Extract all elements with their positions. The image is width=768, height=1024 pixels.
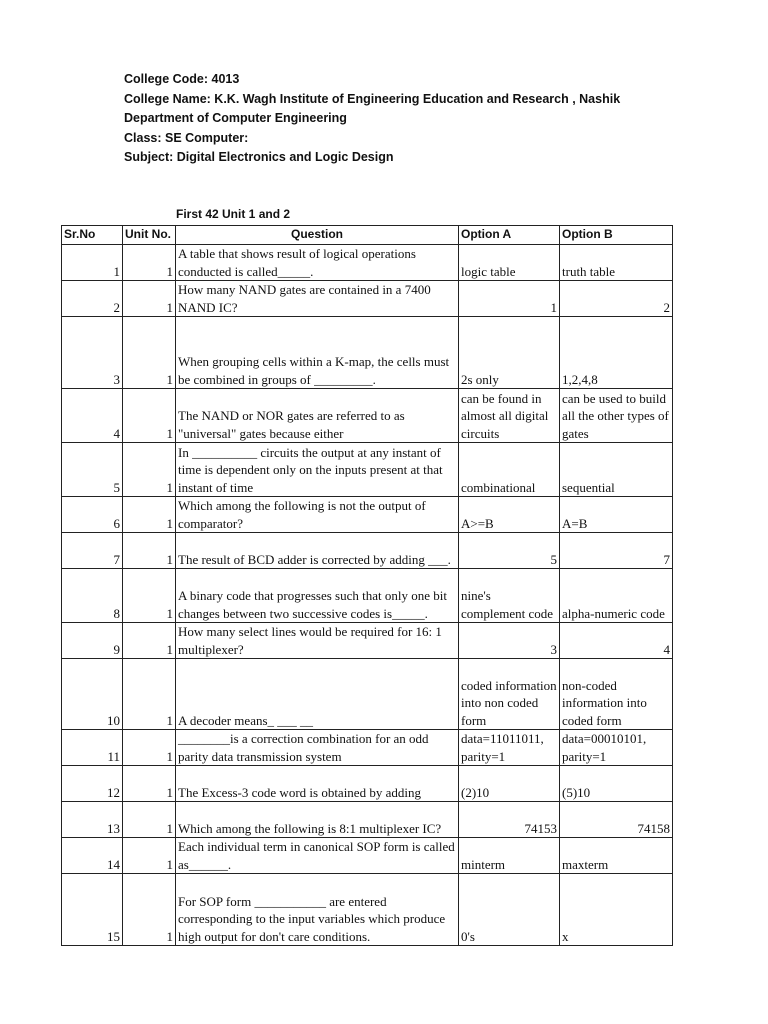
cell-option-a: data=11011011, parity=1 xyxy=(459,730,560,766)
table-row xyxy=(62,623,673,659)
cell-question: Which among the following is 8:1 multiplexer IC? xyxy=(176,802,459,838)
cell-option-b: 2 xyxy=(560,281,673,317)
cell-unit-no: 1 xyxy=(123,874,176,946)
cell-option-b: A=B xyxy=(560,497,673,533)
college-name: College Name: K.K. Wagh Institute of Engineering Education and Research , Nashik xyxy=(124,91,621,106)
cell-unit-no: 1 xyxy=(123,766,176,802)
table-row xyxy=(62,569,673,623)
cell-sr-no: 13 xyxy=(62,802,123,838)
cell-option-b: 4 xyxy=(560,623,673,659)
cell-question: How many NAND gates are contained in a 7400 NAND IC? xyxy=(176,281,459,317)
cell-unit-no: 1 xyxy=(123,389,176,443)
class-label: Class: SE Computer: xyxy=(124,130,249,145)
cell-option-a: nine's complement code xyxy=(459,569,560,623)
cell-option-a: combinational xyxy=(459,443,560,497)
cell-sr-no: 1 xyxy=(62,245,123,281)
cell-unit-no: 1 xyxy=(123,659,176,730)
cell-option-b: maxterm xyxy=(560,838,673,874)
cell-option-a: (2)10 xyxy=(459,766,560,802)
table-row xyxy=(62,730,673,766)
cell-sr-no: 3 xyxy=(62,317,123,389)
cell-unit-no: 1 xyxy=(123,533,176,569)
cell-option-a: 5 xyxy=(459,533,560,569)
cell-sr-no: 11 xyxy=(62,730,123,766)
cell-option-b: 74158 xyxy=(560,802,673,838)
cell-unit-no: 1 xyxy=(123,281,176,317)
table-row xyxy=(62,838,673,874)
cell-question: A table that shows result of logical operations conducted is called_____. xyxy=(176,245,459,281)
cell-question: A decoder means_ ___ __ xyxy=(176,659,459,730)
cell-sr-no: 6 xyxy=(62,497,123,533)
cell-sr-no: 2 xyxy=(62,281,123,317)
cell-unit-no: 1 xyxy=(123,443,176,497)
cell-option-a: 1 xyxy=(459,281,560,317)
table-row xyxy=(62,533,673,569)
cell-option-b: 7 xyxy=(560,533,673,569)
cell-question: The NAND or NOR gates are referred to as "universal" gates because either xyxy=(176,389,459,443)
subject-label: Subject: Digital Electronics and Logic Design xyxy=(124,150,394,165)
cell-question: A binary code that progresses such that only one bit changes between two successive codes is_____. xyxy=(176,569,459,623)
cell-question: Each individual term in canonical SOP form is called as______. xyxy=(176,838,459,874)
cell-option-b: truth table xyxy=(560,245,673,281)
cell-option-a: 2s only xyxy=(459,317,560,389)
cell-question: Which among the following is not the output of comparator? xyxy=(176,497,459,533)
cell-question: In __________ circuits the output at any instant of time is dependent only on the inputs present at that instant of time xyxy=(176,443,459,497)
college-code: College Code: 4013 xyxy=(124,72,240,86)
cell-unit-no: 1 xyxy=(123,569,176,623)
cell-sr-no: 12 xyxy=(62,766,123,802)
cell-unit-no: 1 xyxy=(123,317,176,389)
cell-unit-no: 1 xyxy=(123,245,176,281)
table-row xyxy=(62,281,673,317)
table-row xyxy=(62,245,673,281)
column-header-unit-no: Unit No. xyxy=(123,226,176,245)
cell-sr-no: 5 xyxy=(62,443,123,497)
cell-unit-no: 1 xyxy=(123,730,176,766)
cell-unit-no: 1 xyxy=(123,497,176,533)
cell-unit-no: 1 xyxy=(123,623,176,659)
cell-option-a: minterm xyxy=(459,838,560,874)
cell-option-a: coded information into non coded form xyxy=(459,659,560,730)
cell-option-b: (5)10 xyxy=(560,766,673,802)
cell-option-a: can be found in almost all digital circuits xyxy=(459,389,560,443)
cell-question: When grouping cells within a K-map, the cells must be combined in groups of _________. xyxy=(176,317,459,389)
cell-sr-no: 7 xyxy=(62,533,123,569)
cell-question: ________is a correction combination for an odd parity data transmission system xyxy=(176,730,459,766)
table-row xyxy=(62,874,673,946)
column-header-option-b: Option B xyxy=(560,226,673,245)
cell-option-a: 0's xyxy=(459,874,560,946)
cell-option-b: 1,2,4,8 xyxy=(560,317,673,389)
cell-question: The result of BCD adder is corrected by adding ___. xyxy=(176,533,459,569)
cell-sr-no: 10 xyxy=(62,659,123,730)
cell-option-a: 74153 xyxy=(459,802,560,838)
table-row xyxy=(62,389,673,443)
question-table xyxy=(61,225,673,946)
section-subtitle: First 42 Unit 1 and 2 xyxy=(176,207,291,221)
table-row xyxy=(62,802,673,838)
cell-option-a: logic table xyxy=(459,245,560,281)
table-row xyxy=(62,443,673,497)
cell-option-b: x xyxy=(560,874,673,946)
document-header xyxy=(124,70,620,168)
table-header-row xyxy=(62,226,673,245)
column-header-question: Question xyxy=(176,226,459,245)
table-row xyxy=(62,659,673,730)
cell-question: The Excess-3 code word is obtained by adding xyxy=(176,766,459,802)
department: Department of Computer Engineering xyxy=(124,111,347,126)
cell-sr-no: 14 xyxy=(62,838,123,874)
cell-sr-no: 8 xyxy=(62,569,123,623)
cell-option-b: non-coded information into coded form xyxy=(560,659,673,730)
cell-unit-no: 1 xyxy=(123,802,176,838)
cell-option-a: A>=B xyxy=(459,497,560,533)
table-row xyxy=(62,497,673,533)
column-header-sr-no: Sr.No xyxy=(62,226,123,245)
cell-sr-no: 9 xyxy=(62,623,123,659)
cell-sr-no: 4 xyxy=(62,389,123,443)
cell-option-b: data=00010101, parity=1 xyxy=(560,730,673,766)
cell-option-b: alpha-numeric code xyxy=(560,569,673,623)
cell-option-a: 3 xyxy=(459,623,560,659)
cell-question: For SOP form ___________ are entered corresponding to the input variables which produce high output for don't care conditions. xyxy=(176,874,459,946)
table-row xyxy=(62,766,673,802)
cell-option-b: can be used to build all the other types of gates xyxy=(560,389,673,443)
cell-question: How many select lines would be required for 16: 1 multiplexer? xyxy=(176,623,459,659)
table-row xyxy=(62,317,673,389)
cell-option-b: sequential xyxy=(560,443,673,497)
cell-unit-no: 1 xyxy=(123,838,176,874)
column-header-option-a: Option A xyxy=(459,226,560,245)
cell-sr-no: 15 xyxy=(62,874,123,946)
